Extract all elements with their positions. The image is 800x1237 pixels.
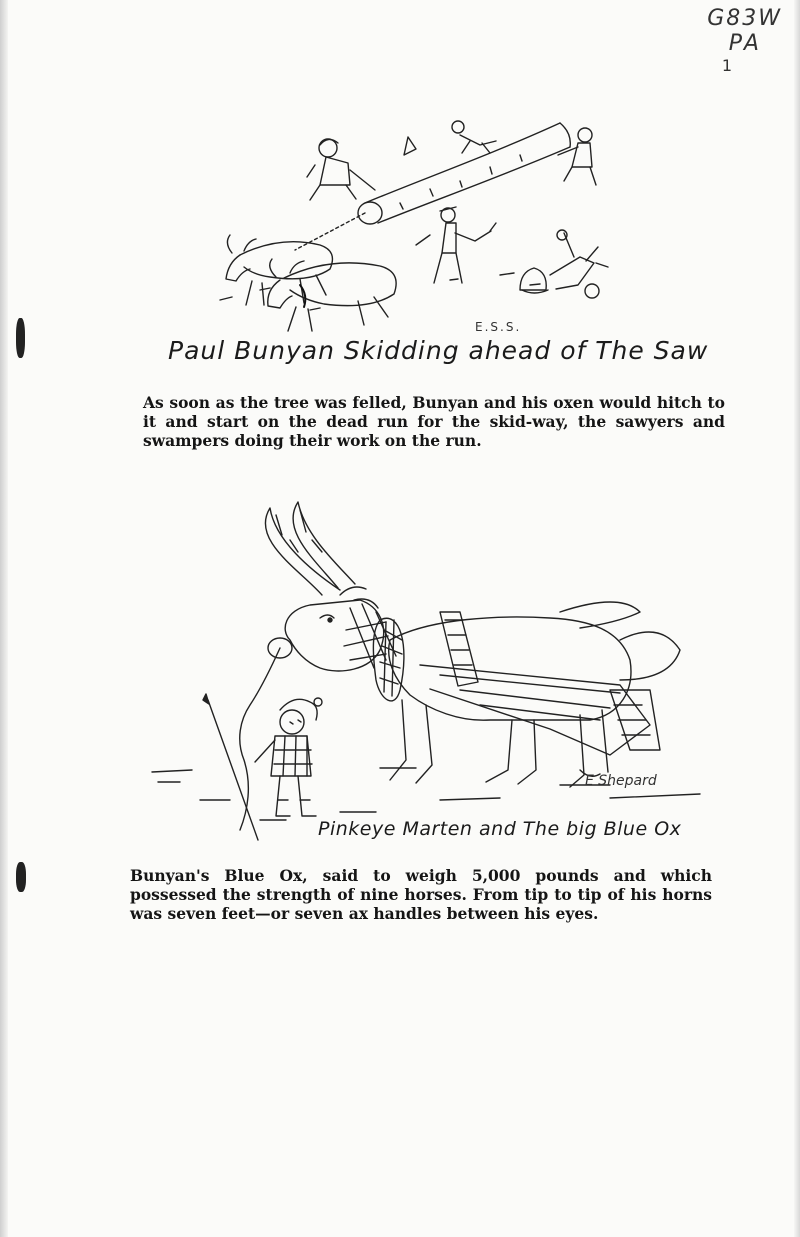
reference-line-3: 1 <box>721 56 732 75</box>
binding-hole-mark <box>16 318 25 358</box>
paul-bunyan-skidding-illustration <box>200 85 630 345</box>
illustrator-signature-ess: E.S.S. <box>475 320 522 334</box>
page-left-edge <box>0 0 8 1237</box>
paragraph-skidding: As soon as the tree was felled, Bunyan and his oxen would hitch to it and start on the dead run for the skid-way, the sawyers and swampers doing their work on the run. <box>143 393 725 450</box>
reference-line-1: G83W <box>707 6 782 31</box>
blue-ox-illustration <box>140 500 730 855</box>
page-right-edge <box>794 0 800 1237</box>
illustration-2-caption: Pinkeye Marten and The big Blue Ox <box>318 818 682 840</box>
reference-line-2: PA <box>728 31 762 56</box>
illustration-1-caption: Paul Bunyan Skidding ahead of The Saw <box>168 336 709 365</box>
illustrator-signature-shepard: E Shepard <box>585 773 657 789</box>
binding-hole-mark <box>16 862 26 892</box>
handwritten-reference-code <box>692 6 782 75</box>
paragraph-blue-ox: Bunyan's Blue Ox, said to weigh 5,000 pounds and which possessed the strength of nine horses. From tip to tip of his horns was seven feet—or seven ax handles between his eyes. <box>130 866 712 923</box>
